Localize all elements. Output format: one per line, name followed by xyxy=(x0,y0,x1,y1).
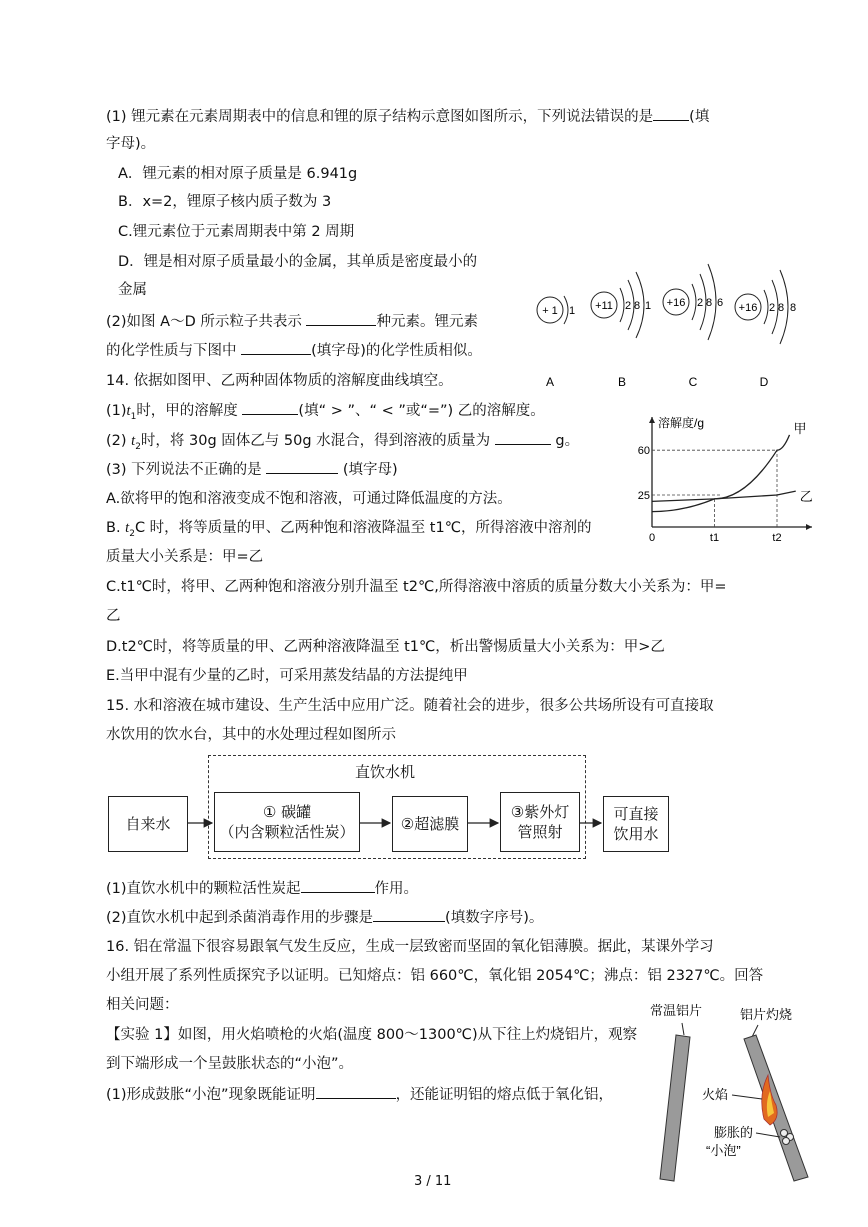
atom-structure-diagrams xyxy=(528,252,828,392)
water-machine-label: 直饮水机 xyxy=(355,763,416,781)
q14-option-b-line2: 质量大小关系是：甲=乙 xyxy=(106,549,264,565)
atom-a-electron-1: 1 xyxy=(569,305,576,317)
atom-d-electron-1: 2 xyxy=(769,302,776,314)
q13-part2-line2: 的化学性质与下图中 (填字母)的化学性质相似。 xyxy=(106,340,482,361)
atom-a-nucleus: + 1 xyxy=(542,305,558,317)
q15-part1: (1)直饮水机中的颗粒活性炭起 作用。 xyxy=(106,878,418,899)
carbon-tank-box: ① 碳罐 （内含颗粒活性炭） xyxy=(214,792,360,852)
atom-d-electron-2: 8 xyxy=(778,302,785,314)
q15-part2: (2)直饮水机中起到杀菌消毒作用的步骤是 (填数字序号)。 xyxy=(106,907,543,928)
y-tick-label: 25 xyxy=(637,490,650,502)
fig-label-bubble-1: 膨胀的 xyxy=(714,1125,754,1140)
y-tick-label: 60 xyxy=(637,445,650,458)
q14-option-c-line1: C.t1℃时，将甲、乙两种饱和溶液分别升温至 t2℃,所得溶液中溶质的质量分数大小关系为：甲= xyxy=(106,579,727,595)
q14-part3: (3) 下列说法不正确的是 (填字母) xyxy=(106,459,398,480)
fig-label-burning: 铝片灼烧 xyxy=(740,1007,793,1022)
atom-b xyxy=(591,272,651,389)
x-tick-label: 0 xyxy=(648,532,656,544)
fig-label-flame: 火焰 xyxy=(702,1087,729,1102)
atom-b-electron-2: 8 xyxy=(634,300,641,312)
atom-d-label: D xyxy=(759,375,769,389)
atom-c xyxy=(663,264,723,389)
x-tick-label: t2 xyxy=(772,532,782,544)
atom-d-electron-3: 8 xyxy=(790,302,797,314)
q13-part1-line1: (1) 锂元素在元素周期表中的信息和锂的原子结构示意图如图所示，下列说法错误的是 (填 xyxy=(106,106,709,127)
q14-option-e: E.当甲中混有少量的乙时，可采用蒸发结晶的方法提纯甲 xyxy=(106,668,468,684)
q14-part2: (2) $t_2$时，将 30g 固体乙与 50g 水混合，得到溶液的质量为 g。 xyxy=(106,430,579,457)
q14-option-a: A.欲将甲的饱和溶液变成不饱和溶液，可通过降低温度的方法。 xyxy=(106,491,512,507)
q14-option-d: D.t2℃时，将等质量的甲、乙两种溶液降温至 t1℃，析出警惕质量大小关系为：甲>乙 xyxy=(106,639,665,655)
bubble-icon xyxy=(783,1138,790,1145)
atom-a-label: A xyxy=(545,375,555,389)
room-temp-strip xyxy=(660,1035,690,1181)
q13-part2-line1: (2)如图 A～D 所示粒子共表示 种元素。锂元素 xyxy=(106,311,478,332)
atom-b-electron-3: 1 xyxy=(645,300,652,312)
ultrafilter-box: ②超滤膜 xyxy=(392,796,468,852)
q14-option-c-line2: 乙 xyxy=(106,608,121,624)
atom-c-electron-2: 8 xyxy=(706,297,713,309)
flow-arrows xyxy=(0,810,868,850)
x-tick-label: t1 xyxy=(709,532,720,544)
q13-option-c: C.锂元素位于元素周期表中第 2 周期 xyxy=(118,224,355,240)
q15-line1: 15. 水和溶液在城市建设、生产生活中应用广泛。随着社会的进步，很多公共场所设有可直接取 xyxy=(106,698,714,714)
atom-c-electron-1: 2 xyxy=(697,297,704,309)
atom-d xyxy=(735,270,796,389)
q14-part1: $(1)t_1$时，甲的溶解度 (填“ > ”、“ < ”或“=”) 乙的溶解度。 xyxy=(106,400,545,427)
q14-option-b-line1: B. $t_2C$ 时，将等质量的甲、乙两种饱和溶液降温至 t1℃，所得溶液中溶剂的 xyxy=(106,520,592,539)
q15-line2: 水饮用的饮水台，其中的水处理过程如图所示 xyxy=(106,727,396,743)
q14-title: 14. 依据如图甲、乙两种固体物质的溶解度曲线填空。 xyxy=(106,373,453,389)
fig-label-bubble-2: “小泡” xyxy=(706,1143,741,1158)
series-line-1 xyxy=(652,491,796,501)
atom-b-label: B xyxy=(617,375,627,389)
q13-part1-line2: 字母)。 xyxy=(106,136,156,152)
x-axis-arrow-icon xyxy=(806,524,812,530)
q13-option-d-line2: 金属 xyxy=(118,282,147,298)
y-axis-arrow-icon xyxy=(649,417,655,423)
fig-label-room-temp: 常温铝片 xyxy=(650,1003,703,1018)
series-label-1: 乙 xyxy=(799,489,813,505)
y-axis-label: 溶解度/g xyxy=(658,416,705,430)
atom-b-nucleus: +11 xyxy=(595,300,613,312)
q16-line2: 小组开展了系列性质探究予以证明。已知熔点：铝 660℃，氧化铝 2054℃；沸点：铝 2327℃。回答 xyxy=(106,968,764,984)
solubility-chart xyxy=(637,415,820,555)
atom-c-nucleus: +16 xyxy=(666,297,686,309)
q16-part1: (1)形成鼓胀“小泡”现象既能证明 ，还能证明铝的熔点低于氧化铝， xyxy=(106,1084,613,1105)
atom-b-electron-1: 2 xyxy=(625,300,632,312)
q13-option-a: A．锂元素的相对原子质量是 6.941g xyxy=(118,166,358,182)
tap-water-box: 自来水 xyxy=(108,796,188,852)
atom-c-label: C xyxy=(688,375,698,389)
q13-option-b: B．x=2，锂原子核内质子数为 3 xyxy=(118,194,332,210)
aluminum-strip-figure xyxy=(640,995,820,1185)
atom-a xyxy=(537,296,575,389)
q16-line3: 相关问题： xyxy=(106,997,179,1013)
q13-option-d-line1: D．锂是相对原子质量最小的金属，其单质是密度最小的 xyxy=(118,254,478,270)
page-number: 3 / 11 xyxy=(414,1174,452,1189)
drinkable-water-box: 可直接 饮用水 xyxy=(603,796,669,852)
q16-exp1-line1: 【实验 1】如图，用火焰喷枪的火焰(温度 800～1300℃)从下往上灼烧铝片，观察 xyxy=(106,1027,638,1043)
q16-line1: 16. 铝在常温下很容易跟氧气发生反应，生成一层致密而坚固的氧化铝薄膜。据此，某课外学习 xyxy=(106,939,714,955)
atom-d-nucleus: +16 xyxy=(738,302,758,314)
q16-exp1-line2: 到下端形成一个呈鼓胀状态的“小泡”。 xyxy=(106,1056,354,1072)
atom-c-electron-3: 6 xyxy=(717,297,724,309)
uv-lamp-box: ③紫外灯 管照射 xyxy=(500,792,580,852)
series-label-0: 甲 xyxy=(793,420,807,436)
